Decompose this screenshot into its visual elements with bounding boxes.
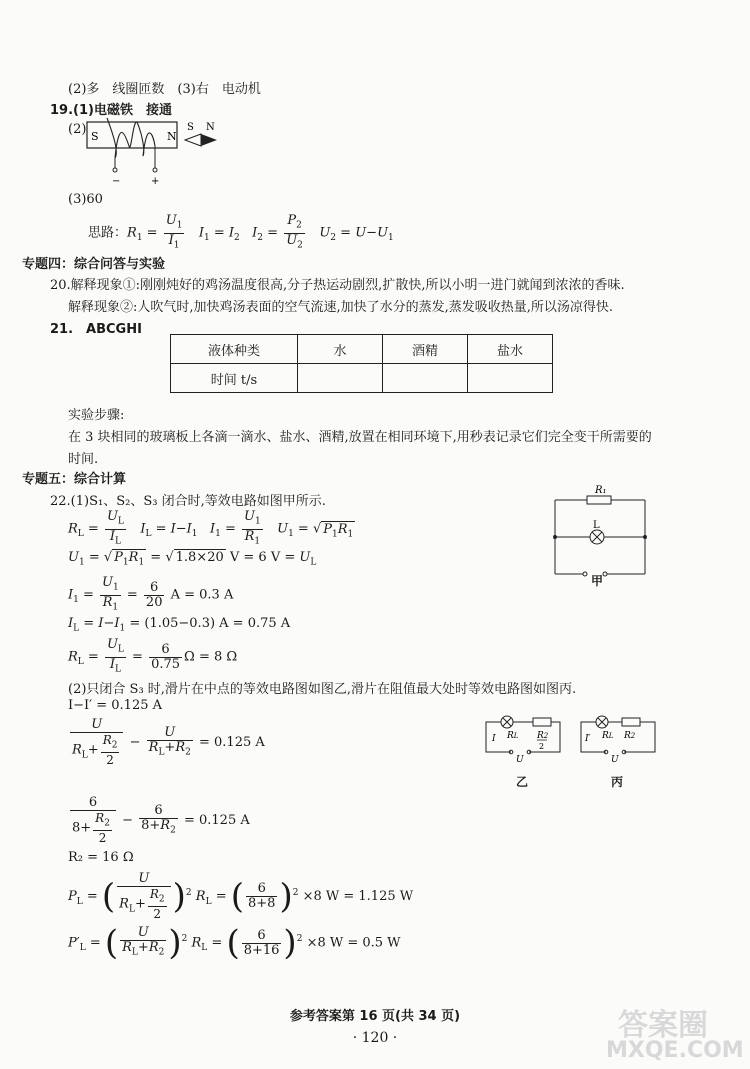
q22-eq-pl: $P_L$ = ( U $R_L+$ $\frac{R_2}{2}$ )$^2$ $R_L$ = ( $\frac{6}{8+8}$ )$^2$ ×8 W = 1.125 W <box>68 871 414 922</box>
svg-text:U: U <box>611 755 619 762</box>
footer-page-info: 参考答案第 16 页(共 34 页) <box>289 1009 461 1024</box>
figure-bing-label: 丙 <box>611 775 624 789</box>
experiment-steps-title: 实验步骤: <box>68 408 125 423</box>
table-cell <box>383 364 468 393</box>
svg-text:R2: R2 <box>624 731 636 741</box>
q20-explanation-1: 20.解释现象①:刚刚炖好的鸡汤温度很高,分子热运动剧烈,扩散快,所以小明一进门就闻到浓浓的香味. <box>50 278 625 293</box>
coil-n-label: N <box>167 130 177 143</box>
circuit-bing <box>578 712 658 762</box>
svg-text:RL: RL <box>507 731 519 741</box>
q22-eq-r2: R₂ = 16 Ω <box>68 850 134 865</box>
q22-eq-numeric: 6 8+ $\frac{R_2}{2}$ − $\frac{6}{8+R_2}$ = 0.125 A <box>72 795 250 846</box>
electromagnet-diagram <box>85 116 220 186</box>
table-cell <box>468 364 553 393</box>
svg-text:R2: R2 <box>537 731 549 741</box>
svg-text:RL: RL <box>602 731 614 741</box>
q20-explanation-2: 解释现象②:人吹气时,加快鸡汤表面的空气流速,加快了水分的蒸发,蒸发吸收热量,所以汤凉得快. <box>68 300 614 315</box>
circuit-yi <box>483 712 563 762</box>
topic4-heading: 专题四：综合问答与实验 <box>22 257 166 272</box>
q22-eq-plp: $P'_L$ = ( $\frac{U}{R_L+R_2}$ )$^2$ $R_L$ = ( $\frac{6}{8+16}$ )$^2$ ×8 W = 0.5 W <box>68 923 401 963</box>
q22-eq-main: U $R_L+$ $\frac{R_2}{2}$ − $\frac{U}{R_L+R_2}$ = 0.125 A <box>72 717 265 768</box>
q18-answer-line: (2)多 线圈匝数 (3)右 电动机 <box>68 82 261 97</box>
resistor-r1-label: R₁ <box>595 485 607 496</box>
needle-s-label: S <box>187 122 194 133</box>
table-header-saltwater: 盐水 <box>468 335 553 364</box>
table-header-water: 水 <box>298 335 383 364</box>
q22-part1: 22.(1)S₁、S₂、S₃ 闭合时,等效电路如图甲所示. <box>50 494 326 509</box>
svg-text:I: I <box>492 734 496 744</box>
svg-text:I′: I′ <box>585 734 591 744</box>
topic5-heading: 专题五：综合计算 <box>22 472 127 487</box>
needle-n-label: N <box>206 122 215 133</box>
table-row-time: 时间 t/s <box>171 364 298 393</box>
experiment-steps-line1: 在 3 块相同的玻璃板上各滴一滴水、盐水、酒精,放置在相同环境下,用秒表记录它们完全变干所需要的 <box>68 430 652 445</box>
minus-terminal: − <box>112 176 121 186</box>
q19-line1: 19.(1)电磁铁 接通 <box>50 103 172 118</box>
q22-eq-rl: $R_L$ = $\frac{U_L}{I_L}$ $I_L = I-I_1$ $I_1$ = $\frac{U_1}{R_1}$ $U_1$ = √ $P_1R_1$ <box>68 509 354 547</box>
watermark-url: MXQE.COM <box>606 1038 744 1063</box>
lamp-l-label: L <box>593 520 600 531</box>
plus-terminal: + <box>151 176 160 186</box>
q22-eq-u1: $U_1$ = √ $P_1R_1$ = √ 1.8×20 V = 6 $V = U_L$ <box>68 550 317 568</box>
svg-text:U: U <box>516 755 524 762</box>
table-header-alcohol: 酒精 <box>383 335 468 364</box>
watermark-logo: 答案圈 <box>618 1008 708 1043</box>
q22-eq-current-diff: I−I′ = 0.125 A <box>68 698 163 713</box>
page-number: · 120 · <box>352 1030 398 1046</box>
figure-jia-label: 甲 <box>591 574 604 588</box>
q22-part2: (2)只闭合 S₃ 时,滑片在中点的等效电路图如图乙,滑片在阻值最大处时等效电路图如图丙. <box>68 682 577 697</box>
experiment-steps-line2: 时间. <box>68 452 99 467</box>
table-header-liquid: 液体种类 <box>171 335 298 364</box>
q19-part3: (3)60 <box>68 192 103 207</box>
q22-eq-il: $I_L = I-I_1 = (1.05-0.3) A = 0.75$ A <box>68 616 291 634</box>
q19-part2-label: (2) <box>68 122 87 137</box>
svg-text:2: 2 <box>539 742 545 751</box>
q21-answer: 21. ABCGHI <box>50 322 142 337</box>
q19-idea-formula: 思路：$R_1$ = $\frac{U_1}{I_1}$ $I_1 = I_2$ $I_2$ = $\frac{P_2}{U_2}$ $U_2 = U-U_1$ <box>88 213 394 251</box>
table-cell <box>298 364 383 393</box>
q22-eq-i1: $I_1$ = $\frac{U_1}{R_1}$ = $\frac{6}{20}$ A = 0.3 A <box>68 575 234 613</box>
coil-s-label: S <box>91 130 99 143</box>
figure-yi-label: 乙 <box>516 775 529 789</box>
q22-eq-rl-value: $R_L$ = $\frac{U_L}{I_L}$ = $\frac{6}{0.75}$ Ω = 8 Ω <box>68 637 238 675</box>
liquid-table <box>170 334 553 393</box>
